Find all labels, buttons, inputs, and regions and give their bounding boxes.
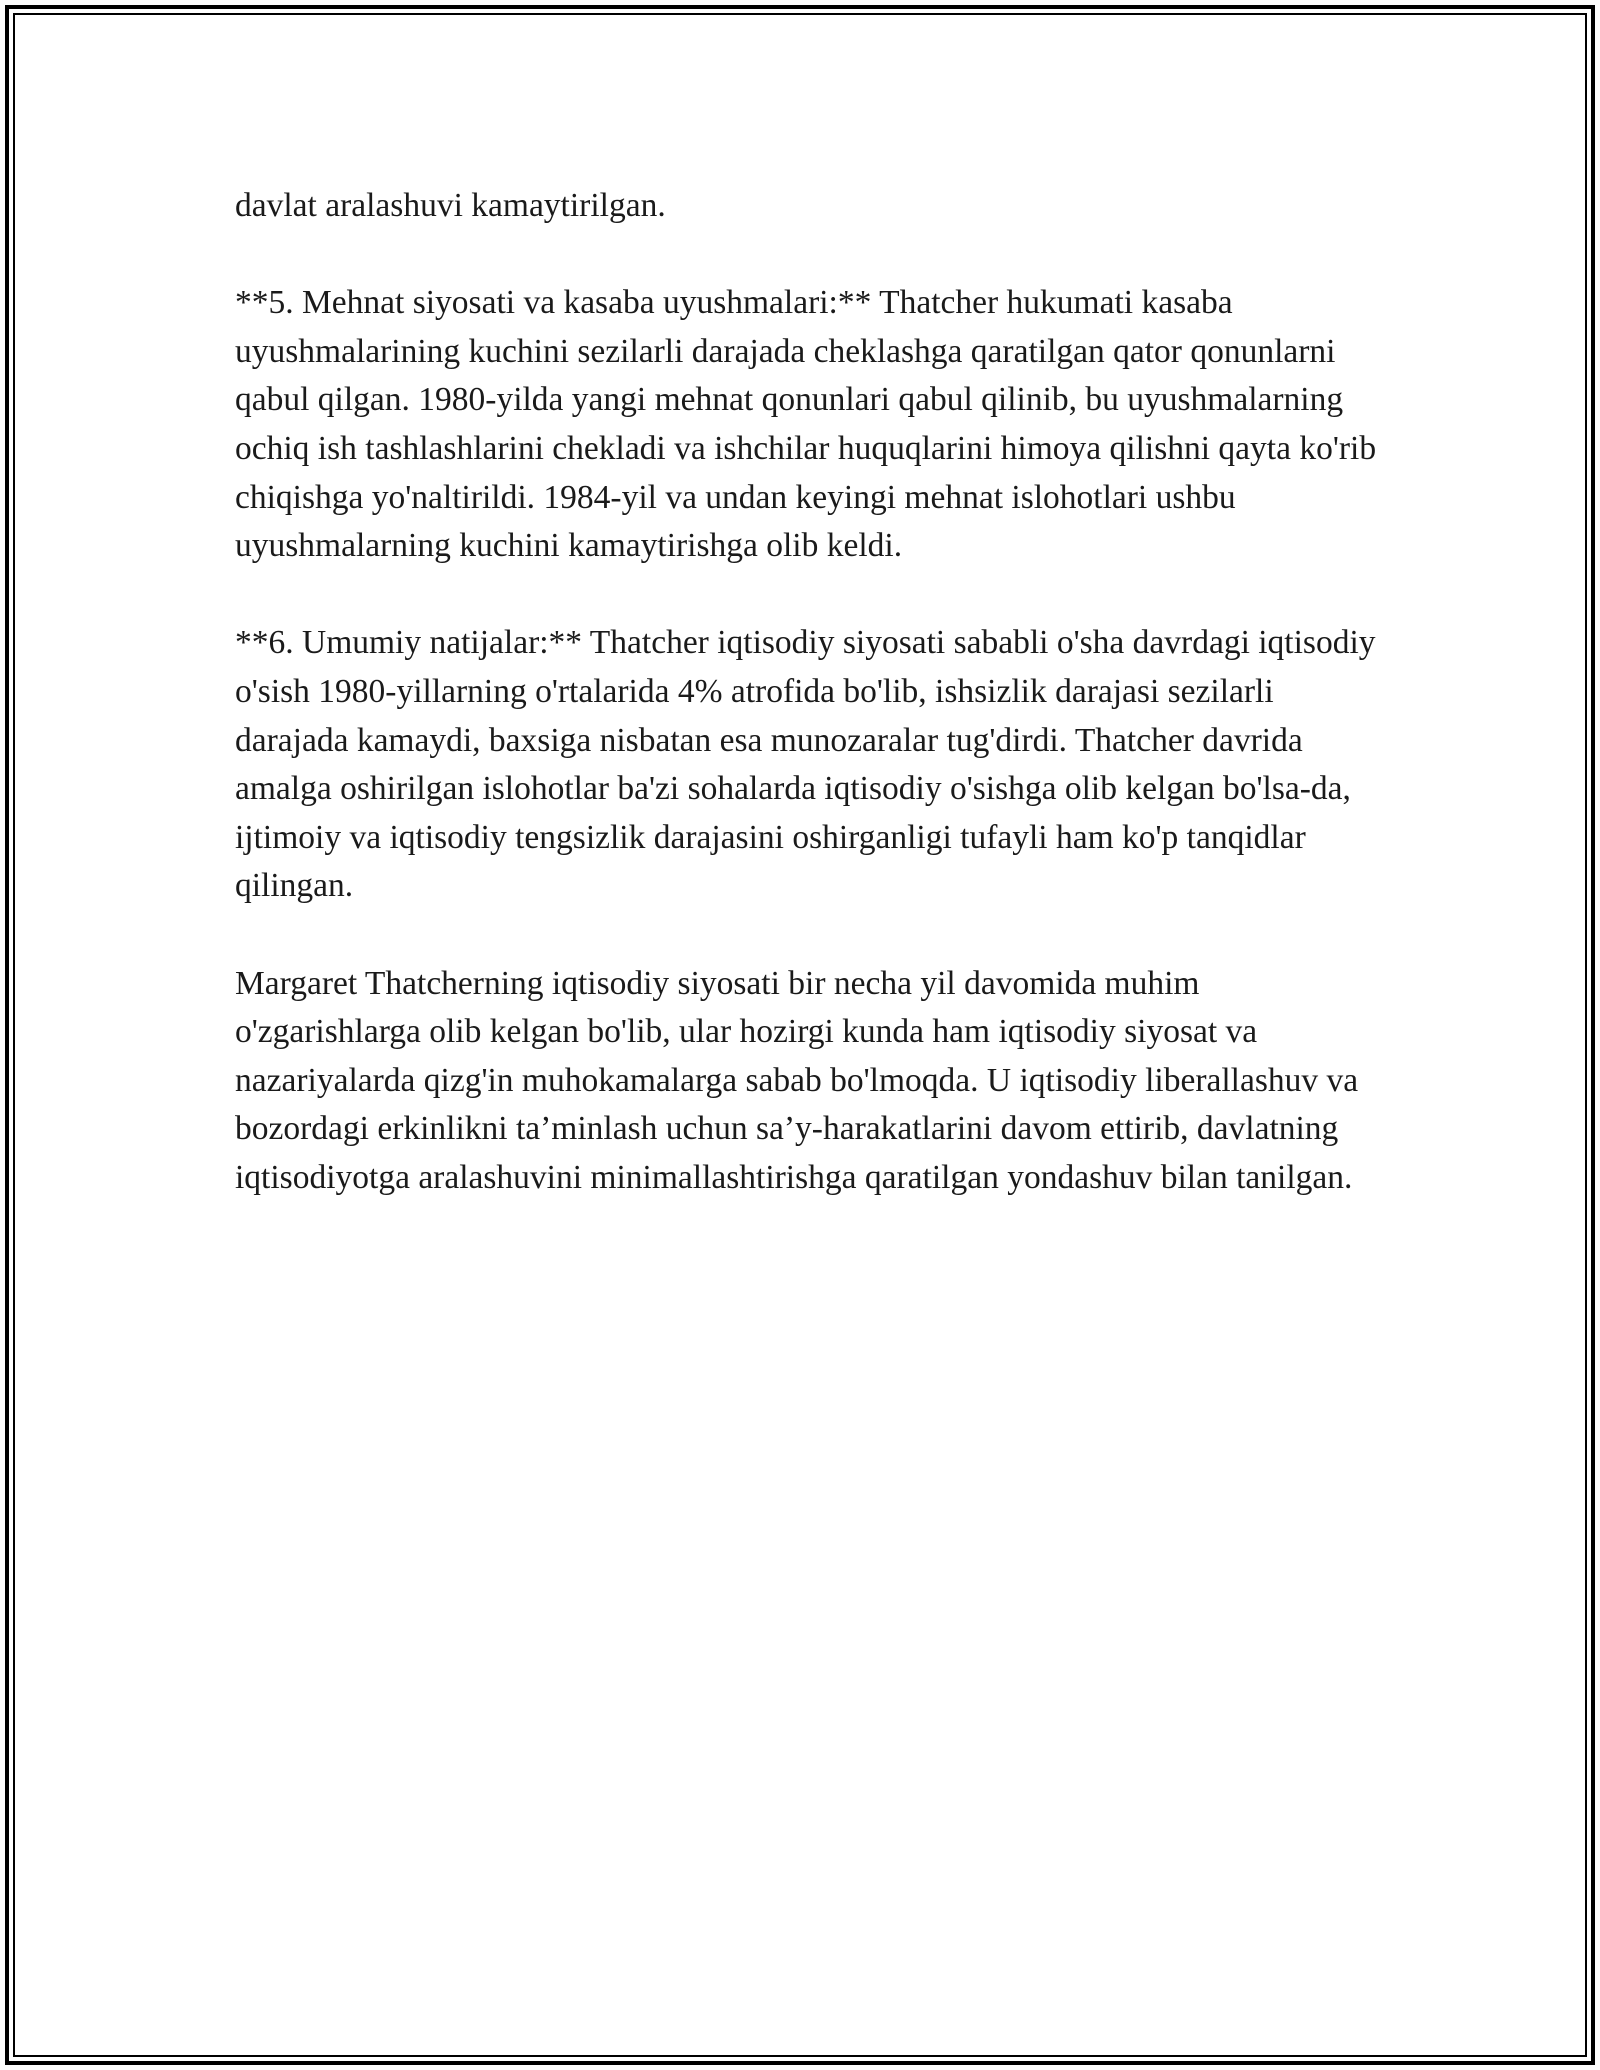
paragraph-labor-policy: **5. Mehnat siyosati va kasaba uyushmalari:** Thatcher hukumati kasaba uyushmalarining kuchini sezilarli darajada cheklashga qaratilgan qator qonunlarni qabul qilgan. 1980-yilda yangi mehnat qonunlari qabul qilinib, bu uyushmalarning ochiq ish tashlashlarini chekladi va ishchilar huquqlarini himoya qilishni qayta ko'rib chiqishga yo'naltirildi. 1984-yil va undan keyingi mehnat islohotlari ushbu uyushmalarning kuchini kamaytirishga olib keldi. — [235, 284, 1377, 565]
paragraph-overall-results: **6. Umumiy natijalar:** Thatcher iqtisodiy siyosati sababli o'sha davrdagi iqtisodiy o'sish 1980-yillarning o'rtalarida 4% atrofida bo'lib, ishsizlik darajasi sezilarli darajada kamaydi, baxsiga nisbatan esa munozaralar tug'dirdi. Thatcher davrida amalga oshirilgan islohotlar ba'zi sohalarda iqtisodiy o'sishga olib kelgan bo'lsa-da, ijtimoiy va iqtisodiy tengsizlik darajasini oshirganligi tufayli ham ko'p tanqidlar qilingan. — [235, 624, 1376, 905]
document-body — [235, 182, 1385, 1251]
paragraph-conclusion: Margaret Thatcherning iqtisodiy siyosati bir necha yil davomida muhim o'zgarishlarga olib kelgan bo'lib, ular hozirgi kunda ham iqtisodiy siyosat va nazariyalarda qizg'in muhokamalarga sabab bo'lmoqda. U iqtisodiy liberallashuv va bozordagi erkinlikni ta’minlash uchun sa’y-harakatlarini davom ettirib, davlatning iqtisodiyotga aralashuvini minimallashtirishga qaratilgan yondashuv bilan tanilgan. — [235, 964, 1359, 1196]
paragraph-continuation: davlat aralashuvi kamaytirilgan. — [235, 187, 666, 224]
